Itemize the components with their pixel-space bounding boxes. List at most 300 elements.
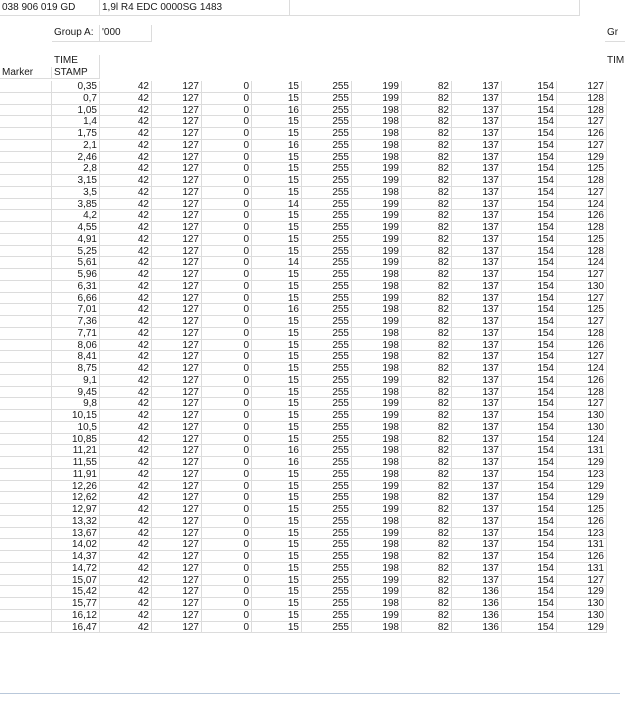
value-cell[interactable]: 137 (452, 269, 502, 281)
value-cell[interactable]: 42 (100, 93, 152, 105)
marker-cell[interactable] (0, 210, 52, 222)
value-cell[interactable]: 82 (402, 504, 452, 516)
value-cell[interactable]: 14 (252, 257, 302, 269)
value-cell[interactable]: 82 (402, 422, 452, 434)
value-cell[interactable]: 199 (352, 246, 402, 258)
value-cell[interactable]: 127 (152, 105, 202, 117)
value-cell[interactable]: 127 (557, 575, 607, 587)
value-cell[interactable]: 154 (502, 387, 557, 399)
value-cell[interactable]: 137 (452, 293, 502, 305)
time-stamp-cell[interactable]: 8,75 (52, 363, 100, 375)
value-cell[interactable]: 255 (302, 528, 352, 540)
value-cell[interactable]: 198 (352, 281, 402, 293)
value-cell[interactable]: 137 (452, 105, 502, 117)
group-value-cell[interactable]: '000 (100, 25, 152, 42)
value-cell[interactable]: 154 (502, 293, 557, 305)
stamp-label-cell[interactable]: STAMP (52, 67, 100, 79)
time-stamp-cell[interactable]: 9,8 (52, 398, 100, 410)
marker-cell[interactable] (0, 175, 52, 187)
value-cell[interactable]: 130 (557, 422, 607, 434)
value-cell[interactable]: 0 (202, 234, 252, 246)
value-cell[interactable]: 82 (402, 598, 452, 610)
value-cell[interactable]: 255 (302, 598, 352, 610)
value-cell[interactable]: 137 (452, 528, 502, 540)
time-stamp-cell[interactable]: 3,5 (52, 187, 100, 199)
value-cell[interactable]: 123 (557, 528, 607, 540)
value-cell[interactable]: 154 (502, 81, 557, 93)
value-cell[interactable]: 82 (402, 575, 452, 587)
time-stamp-cell[interactable]: 15,77 (52, 598, 100, 610)
value-cell[interactable]: 154 (502, 422, 557, 434)
value-cell[interactable]: 15 (252, 116, 302, 128)
time-stamp-cell[interactable]: 12,26 (52, 481, 100, 493)
value-cell[interactable]: 137 (452, 199, 502, 211)
value-cell[interactable]: 199 (352, 81, 402, 93)
value-cell[interactable]: 154 (502, 610, 557, 622)
value-cell[interactable]: 255 (302, 469, 352, 481)
value-cell[interactable]: 154 (502, 93, 557, 105)
value-cell[interactable]: 42 (100, 375, 152, 387)
marker-cell[interactable] (0, 598, 52, 610)
value-cell[interactable]: 127 (152, 293, 202, 305)
value-cell[interactable]: 42 (100, 293, 152, 305)
value-cell[interactable]: 42 (100, 281, 152, 293)
value-cell[interactable]: 15 (252, 398, 302, 410)
value-cell[interactable]: 0 (202, 340, 252, 352)
value-cell[interactable]: 137 (452, 445, 502, 457)
value-cell[interactable]: 0 (202, 445, 252, 457)
value-cell[interactable]: 137 (452, 351, 502, 363)
value-cell[interactable]: 137 (452, 93, 502, 105)
value-cell[interactable]: 0 (202, 163, 252, 175)
value-cell[interactable]: 129 (557, 457, 607, 469)
value-cell[interactable]: 126 (557, 340, 607, 352)
value-cell[interactable]: 0 (202, 363, 252, 375)
value-cell[interactable]: 255 (302, 516, 352, 528)
value-cell[interactable]: 123 (557, 469, 607, 481)
value-cell[interactable]: 127 (557, 269, 607, 281)
value-cell[interactable]: 127 (152, 210, 202, 222)
value-cell[interactable]: 15 (252, 434, 302, 446)
value-cell[interactable]: 127 (152, 469, 202, 481)
value-cell[interactable]: 255 (302, 246, 352, 258)
value-cell[interactable]: 154 (502, 187, 557, 199)
value-cell[interactable]: 82 (402, 199, 452, 211)
marker-cell[interactable] (0, 492, 52, 504)
value-cell[interactable]: 128 (557, 105, 607, 117)
value-cell[interactable]: 131 (557, 563, 607, 575)
value-cell[interactable]: 154 (502, 163, 557, 175)
value-cell[interactable]: 42 (100, 610, 152, 622)
value-cell[interactable]: 137 (452, 128, 502, 140)
value-cell[interactable]: 136 (452, 610, 502, 622)
value-cell[interactable]: 137 (452, 481, 502, 493)
time-stamp-cell[interactable]: 1,05 (52, 105, 100, 117)
value-cell[interactable]: 15 (252, 293, 302, 305)
value-cell[interactable]: 0 (202, 128, 252, 140)
marker-cell[interactable] (0, 105, 52, 117)
value-cell[interactable]: 154 (502, 445, 557, 457)
value-cell[interactable]: 198 (352, 516, 402, 528)
value-cell[interactable]: 0 (202, 304, 252, 316)
value-cell[interactable]: 42 (100, 269, 152, 281)
value-cell[interactable]: 154 (502, 457, 557, 469)
marker-cell[interactable] (0, 551, 52, 563)
value-cell[interactable]: 154 (502, 410, 557, 422)
value-cell[interactable]: 127 (152, 563, 202, 575)
value-cell[interactable]: 136 (452, 586, 502, 598)
value-cell[interactable]: 154 (502, 128, 557, 140)
value-cell[interactable]: 127 (152, 398, 202, 410)
value-cell[interactable]: 126 (557, 551, 607, 563)
value-cell[interactable]: 127 (152, 375, 202, 387)
value-cell[interactable]: 137 (452, 422, 502, 434)
value-cell[interactable]: 198 (352, 469, 402, 481)
value-cell[interactable]: 199 (352, 293, 402, 305)
value-cell[interactable]: 128 (557, 175, 607, 187)
value-cell[interactable]: 82 (402, 257, 452, 269)
value-cell[interactable]: 127 (152, 610, 202, 622)
value-cell[interactable]: 15 (252, 575, 302, 587)
value-cell[interactable]: 42 (100, 598, 152, 610)
time-stamp-cell[interactable]: 5,61 (52, 257, 100, 269)
value-cell[interactable]: 128 (557, 246, 607, 258)
value-cell[interactable]: 42 (100, 551, 152, 563)
value-cell[interactable]: 82 (402, 351, 452, 363)
value-cell[interactable]: 199 (352, 163, 402, 175)
time-stamp-cell[interactable]: 6,31 (52, 281, 100, 293)
value-cell[interactable]: 0 (202, 222, 252, 234)
time-stamp-cell[interactable]: 16,47 (52, 622, 100, 634)
value-cell[interactable]: 42 (100, 222, 152, 234)
time-stamp-cell[interactable]: 11,21 (52, 445, 100, 457)
value-cell[interactable]: 127 (152, 81, 202, 93)
value-cell[interactable]: 154 (502, 551, 557, 563)
value-cell[interactable]: 127 (152, 387, 202, 399)
value-cell[interactable]: 154 (502, 575, 557, 587)
value-cell[interactable]: 0 (202, 293, 252, 305)
value-cell[interactable]: 198 (352, 434, 402, 446)
value-cell[interactable]: 0 (202, 105, 252, 117)
value-cell[interactable]: 127 (152, 551, 202, 563)
value-cell[interactable]: 15 (252, 281, 302, 293)
value-cell[interactable]: 0 (202, 316, 252, 328)
value-cell[interactable]: 124 (557, 257, 607, 269)
value-cell[interactable]: 16 (252, 105, 302, 117)
value-cell[interactable]: 154 (502, 351, 557, 363)
value-cell[interactable]: 154 (502, 481, 557, 493)
value-cell[interactable]: 82 (402, 81, 452, 93)
value-cell[interactable]: 127 (557, 187, 607, 199)
value-cell[interactable]: 127 (152, 187, 202, 199)
value-cell[interactable]: 137 (452, 504, 502, 516)
value-cell[interactable]: 137 (452, 516, 502, 528)
value-cell[interactable]: 154 (502, 563, 557, 575)
value-cell[interactable]: 198 (352, 598, 402, 610)
value-cell[interactable]: 154 (502, 539, 557, 551)
value-cell[interactable]: 127 (152, 598, 202, 610)
value-cell[interactable]: 0 (202, 481, 252, 493)
value-cell[interactable]: 255 (302, 340, 352, 352)
value-cell[interactable]: 255 (302, 163, 352, 175)
value-cell[interactable]: 137 (452, 175, 502, 187)
marker-cell[interactable] (0, 140, 52, 152)
value-cell[interactable]: 255 (302, 363, 352, 375)
value-cell[interactable]: 154 (502, 175, 557, 187)
value-cell[interactable]: 82 (402, 93, 452, 105)
value-cell[interactable]: 199 (352, 93, 402, 105)
value-cell[interactable]: 199 (352, 398, 402, 410)
value-cell[interactable]: 42 (100, 257, 152, 269)
marker-cell[interactable] (0, 528, 52, 540)
value-cell[interactable]: 82 (402, 563, 452, 575)
value-cell[interactable]: 82 (402, 140, 452, 152)
empty-cell[interactable] (290, 0, 580, 16)
value-cell[interactable]: 127 (152, 175, 202, 187)
value-cell[interactable]: 42 (100, 234, 152, 246)
value-cell[interactable]: 127 (152, 269, 202, 281)
value-cell[interactable]: 42 (100, 586, 152, 598)
value-cell[interactable]: 137 (452, 152, 502, 164)
value-cell[interactable]: 199 (352, 199, 402, 211)
marker-cell[interactable] (0, 434, 52, 446)
value-cell[interactable]: 255 (302, 398, 352, 410)
value-cell[interactable]: 15 (252, 152, 302, 164)
value-cell[interactable]: 0 (202, 539, 252, 551)
value-cell[interactable]: 127 (557, 293, 607, 305)
value-cell[interactable]: 127 (152, 445, 202, 457)
value-cell[interactable]: 82 (402, 622, 452, 634)
value-cell[interactable]: 42 (100, 163, 152, 175)
value-cell[interactable]: 130 (557, 410, 607, 422)
time-stamp-cell[interactable]: 8,06 (52, 340, 100, 352)
marker-cell[interactable] (0, 610, 52, 622)
value-cell[interactable]: 154 (502, 469, 557, 481)
marker-cell[interactable] (0, 363, 52, 375)
value-cell[interactable]: 255 (302, 481, 352, 493)
value-cell[interactable]: 154 (502, 375, 557, 387)
value-cell[interactable]: 255 (302, 116, 352, 128)
value-cell[interactable]: 0 (202, 281, 252, 293)
value-cell[interactable]: 255 (302, 81, 352, 93)
value-cell[interactable]: 137 (452, 304, 502, 316)
value-cell[interactable]: 255 (302, 105, 352, 117)
value-cell[interactable]: 125 (557, 304, 607, 316)
value-cell[interactable]: 137 (452, 340, 502, 352)
value-cell[interactable]: 15 (252, 128, 302, 140)
time-stamp-cell[interactable]: 10,5 (52, 422, 100, 434)
value-cell[interactable]: 137 (452, 234, 502, 246)
marker-cell[interactable] (0, 516, 52, 528)
time-stamp-cell[interactable]: 11,91 (52, 469, 100, 481)
value-cell[interactable]: 42 (100, 246, 152, 258)
engine-info-cell[interactable]: 1,9l R4 EDC 0000SG 1483 (100, 0, 290, 16)
value-cell[interactable]: 0 (202, 516, 252, 528)
value-cell[interactable]: 0 (202, 351, 252, 363)
marker-cell[interactable] (0, 398, 52, 410)
value-cell[interactable]: 199 (352, 575, 402, 587)
value-cell[interactable]: 199 (352, 504, 402, 516)
value-cell[interactable]: 127 (152, 504, 202, 516)
group-label-cell[interactable]: Group A: (52, 25, 100, 42)
value-cell[interactable]: 82 (402, 528, 452, 540)
time-stamp-cell[interactable]: 0,35 (52, 81, 100, 93)
value-cell[interactable]: 16 (252, 457, 302, 469)
value-cell[interactable]: 255 (302, 610, 352, 622)
value-cell[interactable]: 15 (252, 316, 302, 328)
value-cell[interactable]: 130 (557, 598, 607, 610)
marker-cell[interactable] (0, 187, 52, 199)
value-cell[interactable]: 154 (502, 316, 557, 328)
value-cell[interactable]: 127 (557, 81, 607, 93)
value-cell[interactable]: 0 (202, 210, 252, 222)
value-cell[interactable]: 129 (557, 152, 607, 164)
marker-cell[interactable] (0, 469, 52, 481)
value-cell[interactable]: 0 (202, 328, 252, 340)
value-cell[interactable]: 82 (402, 152, 452, 164)
value-cell[interactable]: 127 (152, 328, 202, 340)
value-cell[interactable]: 131 (557, 539, 607, 551)
value-cell[interactable]: 137 (452, 163, 502, 175)
value-cell[interactable]: 127 (152, 363, 202, 375)
value-cell[interactable]: 0 (202, 387, 252, 399)
value-cell[interactable]: 137 (452, 187, 502, 199)
value-cell[interactable]: 154 (502, 222, 557, 234)
value-cell[interactable]: 154 (502, 234, 557, 246)
value-cell[interactable]: 82 (402, 551, 452, 563)
value-cell[interactable]: 42 (100, 210, 152, 222)
value-cell[interactable]: 0 (202, 410, 252, 422)
value-cell[interactable]: 255 (302, 316, 352, 328)
value-cell[interactable]: 15 (252, 93, 302, 105)
value-cell[interactable]: 128 (557, 93, 607, 105)
value-cell[interactable]: 199 (352, 316, 402, 328)
value-cell[interactable]: 0 (202, 469, 252, 481)
marker-cell[interactable] (0, 328, 52, 340)
value-cell[interactable]: 127 (152, 222, 202, 234)
value-cell[interactable]: 127 (152, 246, 202, 258)
value-cell[interactable]: 130 (557, 281, 607, 293)
value-cell[interactable]: 129 (557, 492, 607, 504)
value-cell[interactable]: 129 (557, 622, 607, 634)
value-cell[interactable]: 154 (502, 257, 557, 269)
value-cell[interactable]: 255 (302, 551, 352, 563)
value-cell[interactable]: 127 (152, 622, 202, 634)
value-cell[interactable]: 136 (452, 622, 502, 634)
value-cell[interactable]: 255 (302, 387, 352, 399)
value-cell[interactable]: 199 (352, 234, 402, 246)
value-cell[interactable]: 198 (352, 387, 402, 399)
value-cell[interactable]: 82 (402, 187, 452, 199)
value-cell[interactable]: 198 (352, 457, 402, 469)
value-cell[interactable]: 137 (452, 398, 502, 410)
value-cell[interactable]: 82 (402, 105, 452, 117)
time-stamp-cell[interactable]: 4,2 (52, 210, 100, 222)
value-cell[interactable]: 127 (557, 316, 607, 328)
value-cell[interactable]: 127 (152, 492, 202, 504)
marker-cell[interactable] (0, 575, 52, 587)
value-cell[interactable]: 42 (100, 140, 152, 152)
value-cell[interactable]: 0 (202, 528, 252, 540)
value-cell[interactable]: 15 (252, 175, 302, 187)
value-cell[interactable]: 198 (352, 116, 402, 128)
value-cell[interactable]: 198 (352, 140, 402, 152)
value-cell[interactable]: 128 (557, 387, 607, 399)
value-cell[interactable]: 127 (152, 457, 202, 469)
value-cell[interactable]: 137 (452, 551, 502, 563)
time-stamp-cell[interactable]: 2,1 (52, 140, 100, 152)
marker-cell[interactable] (0, 269, 52, 281)
value-cell[interactable]: 199 (352, 481, 402, 493)
value-cell[interactable]: 154 (502, 140, 557, 152)
value-cell[interactable]: 42 (100, 492, 152, 504)
marker-cell[interactable] (0, 293, 52, 305)
value-cell[interactable]: 127 (152, 140, 202, 152)
value-cell[interactable]: 137 (452, 563, 502, 575)
value-cell[interactable]: 15 (252, 328, 302, 340)
value-cell[interactable]: 15 (252, 81, 302, 93)
marker-cell[interactable] (0, 281, 52, 293)
value-cell[interactable]: 127 (152, 586, 202, 598)
value-cell[interactable]: 16 (252, 304, 302, 316)
value-cell[interactable]: 255 (302, 175, 352, 187)
value-cell[interactable]: 82 (402, 234, 452, 246)
value-cell[interactable]: 0 (202, 93, 252, 105)
value-cell[interactable]: 42 (100, 528, 152, 540)
time-stamp-cell[interactable]: 10,85 (52, 434, 100, 446)
value-cell[interactable]: 82 (402, 492, 452, 504)
value-cell[interactable]: 137 (452, 116, 502, 128)
value-cell[interactable]: 154 (502, 281, 557, 293)
value-cell[interactable]: 137 (452, 363, 502, 375)
value-cell[interactable]: 127 (152, 340, 202, 352)
value-cell[interactable]: 198 (352, 445, 402, 457)
value-cell[interactable]: 154 (502, 398, 557, 410)
value-cell[interactable]: 42 (100, 387, 152, 399)
value-cell[interactable]: 82 (402, 387, 452, 399)
value-cell[interactable]: 0 (202, 610, 252, 622)
time-stamp-cell[interactable]: 14,72 (52, 563, 100, 575)
value-cell[interactable]: 15 (252, 351, 302, 363)
value-cell[interactable]: 82 (402, 269, 452, 281)
value-cell[interactable]: 42 (100, 363, 152, 375)
value-cell[interactable]: 127 (152, 128, 202, 140)
value-cell[interactable]: 16 (252, 445, 302, 457)
value-cell[interactable]: 255 (302, 257, 352, 269)
value-cell[interactable]: 137 (452, 281, 502, 293)
clipped-tim-cell[interactable]: TIM (607, 55, 625, 66)
value-cell[interactable]: 127 (152, 281, 202, 293)
value-cell[interactable]: 42 (100, 328, 152, 340)
value-cell[interactable]: 255 (302, 351, 352, 363)
value-cell[interactable]: 82 (402, 457, 452, 469)
value-cell[interactable]: 127 (152, 199, 202, 211)
value-cell[interactable]: 0 (202, 586, 252, 598)
value-cell[interactable]: 82 (402, 175, 452, 187)
value-cell[interactable]: 15 (252, 163, 302, 175)
value-cell[interactable]: 126 (557, 210, 607, 222)
value-cell[interactable]: 15 (252, 481, 302, 493)
value-cell[interactable]: 137 (452, 457, 502, 469)
value-cell[interactable]: 199 (352, 222, 402, 234)
value-cell[interactable]: 42 (100, 410, 152, 422)
value-cell[interactable]: 137 (452, 257, 502, 269)
value-cell[interactable]: 15 (252, 528, 302, 540)
value-cell[interactable]: 255 (302, 504, 352, 516)
value-cell[interactable]: 82 (402, 316, 452, 328)
value-cell[interactable]: 127 (152, 351, 202, 363)
value-cell[interactable]: 82 (402, 246, 452, 258)
